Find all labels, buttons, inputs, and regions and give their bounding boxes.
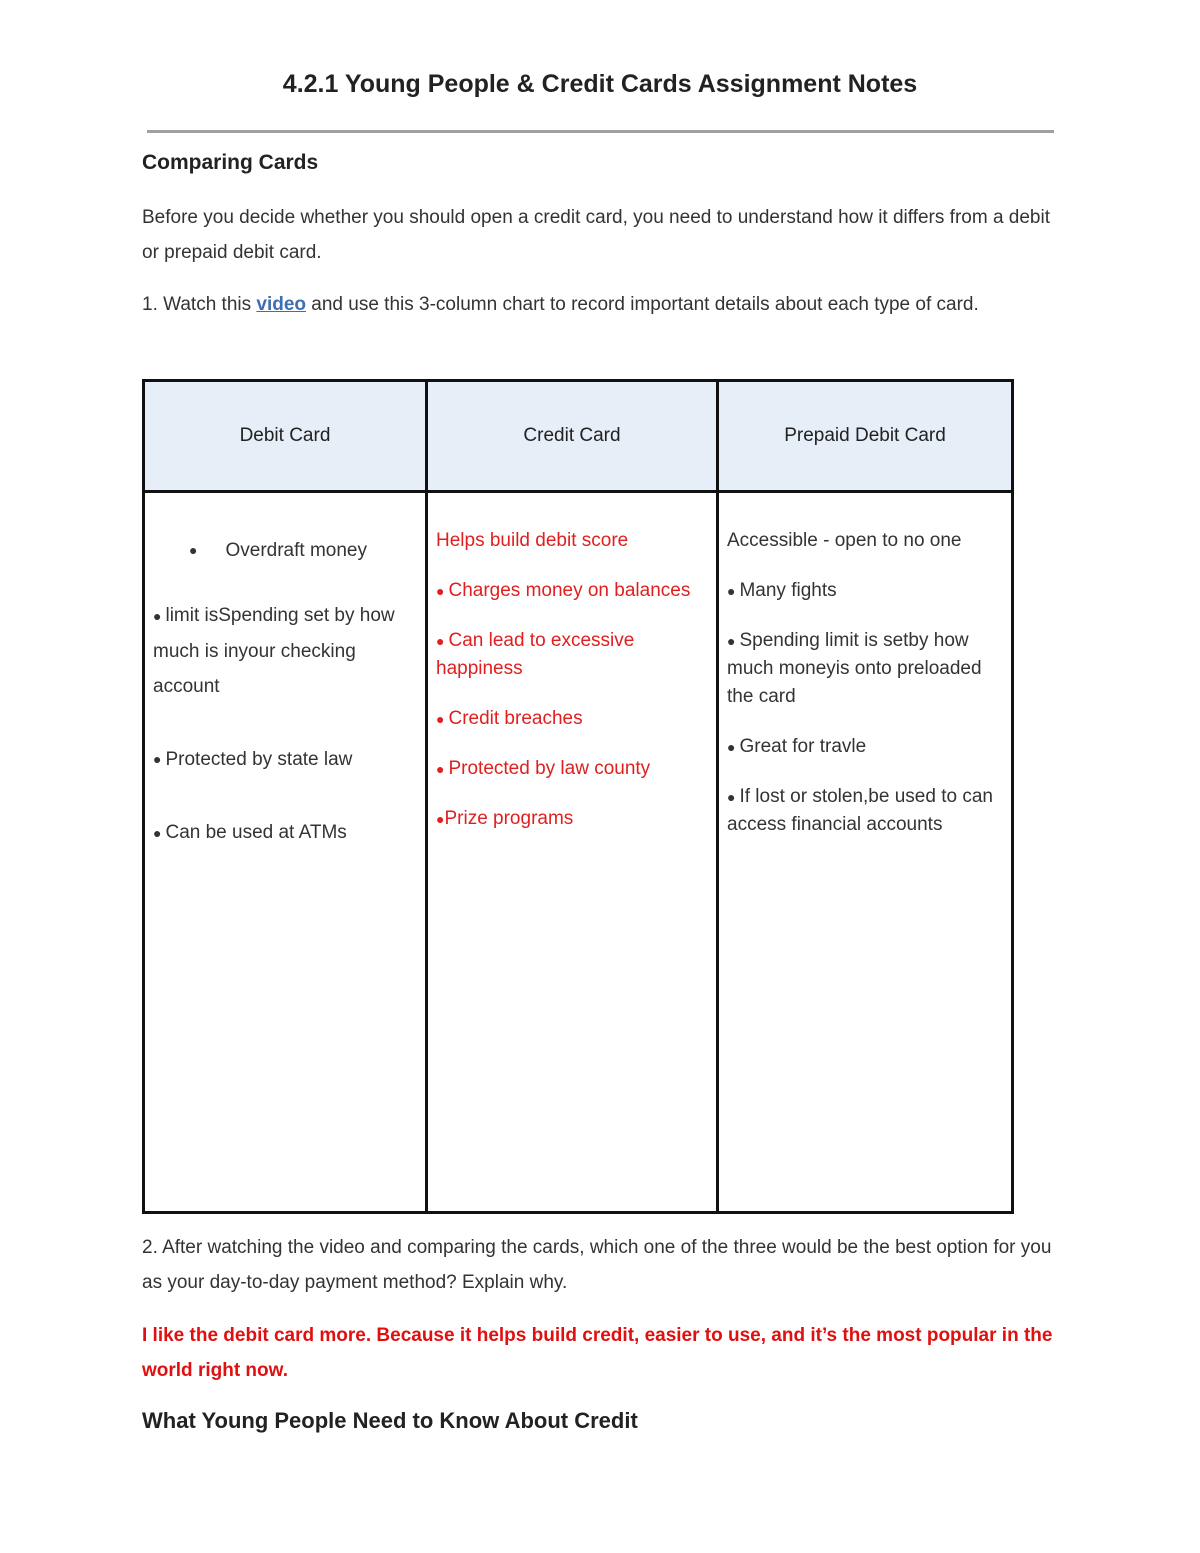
bullet-icon: ●	[436, 761, 445, 778]
bullet-icon: ●	[436, 811, 445, 828]
list-item: ● Spending limit is setby how much moneyis onto preloaded the card	[727, 630, 982, 708]
document-title: 4.2.1 Young People & Credit Cards Assignment Notes	[282, 70, 918, 98]
bullet-icon: ●	[153, 751, 162, 768]
question-1-text-before: 1. Watch this	[142, 294, 257, 315]
header-prepaid-debit-card: Prepaid Debit Card	[718, 381, 1013, 492]
bullet-icon: ●	[153, 607, 162, 624]
list-item: Helps build debit score	[436, 530, 629, 551]
list-item: ● If lost or stolen,be used to can access financial accounts	[727, 786, 993, 836]
list-item: Accessible - open to no one	[727, 530, 962, 551]
list-item: ● Many fights	[727, 580, 837, 602]
header-credit-card: Credit Card	[427, 381, 718, 492]
list-item: ● Great for travle	[727, 736, 867, 758]
prepaid-debit-card-cell	[718, 492, 1013, 1213]
header-debit-card: Debit Card	[144, 381, 427, 492]
debit-card-cell	[144, 492, 427, 1213]
question-2: 2. After watching the video and comparing the cards, which one of the three would be the best option for you as your day-to-day payment method? Explain why.	[142, 1237, 1052, 1293]
bullet-icon: ●	[727, 739, 736, 756]
bullet-icon: ●	[153, 824, 162, 841]
bullet-icon: ●	[189, 542, 198, 559]
video-link[interactable]: video	[256, 294, 307, 315]
list-item: ● Credit breaches	[436, 708, 583, 730]
bullet-icon: ●	[436, 711, 445, 728]
bullet-icon: ●	[436, 583, 445, 599]
bullet-icon: ●	[436, 633, 445, 650]
list-item: ● limit isSpending set by how much is inyour checking account	[153, 605, 395, 697]
title-divider	[147, 130, 1054, 133]
list-item: ● Can lead to excessive happiness	[436, 630, 635, 680]
list-item: ● Can be used at ATMs	[153, 822, 347, 844]
question-1-text-after: and use this 3-column chart to record important details about each type of card.	[306, 294, 979, 315]
section-heading-comparing-cards: Comparing Cards	[142, 151, 319, 174]
bullet-icon: ●	[727, 583, 736, 599]
table-header-row	[144, 381, 1013, 492]
list-item: ●Prize programs	[436, 808, 574, 830]
intro-paragraph: Before you decide whether you should open a credit card, you need to understand how it differs from a debit or prepaid debit card.	[142, 207, 1050, 263]
list-item: ● Protected by law county	[436, 758, 651, 780]
table-body-row	[144, 492, 1013, 1213]
question-1	[142, 287, 1062, 322]
list-item: ● Charges money on balances	[436, 580, 691, 602]
list-item: ● Overdraft money	[189, 540, 367, 561]
credit-card-cell	[427, 492, 718, 1213]
comparison-table	[142, 379, 1014, 1214]
answer-text: I like the debit card more. Because it helps build credit, easier to use, and it’s the most popular in the world right now.	[142, 1325, 1053, 1381]
bullet-icon: ●	[727, 633, 736, 650]
section-heading-credit-knowledge: What Young People Need to Know About Credit	[142, 1408, 638, 1433]
list-item: ● Protected by state law	[153, 748, 353, 770]
bullet-icon: ●	[727, 789, 736, 806]
